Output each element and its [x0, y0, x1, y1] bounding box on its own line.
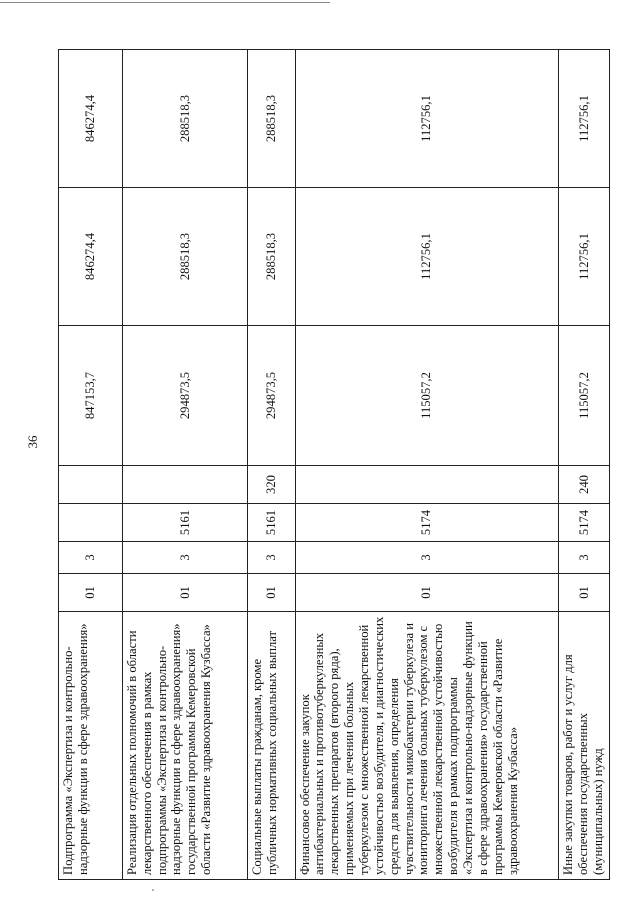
scan-speck [152, 889, 154, 891]
cell-code-3: 5161 [122, 504, 248, 542]
cell-code-1: 01 [558, 574, 609, 612]
row-name: Реализация отдельных полномочий в области лекарственного обеспечения в рамках подпрограммы «Экспертиза и контрольно-надзорные функции в сфере здравоохранения» государственной программы Кемеровской области «Развитие здравоохранения Кузбасса» [122, 612, 248, 880]
cell-code-2: 3 [122, 542, 248, 574]
cell-code-3 [59, 504, 123, 542]
table-row [122, 50, 248, 880]
cell-code-1: 01 [248, 574, 295, 612]
cell-code-1: 01 [59, 574, 123, 612]
cell-value-2: 846274,4 [59, 188, 123, 326]
cell-code-1: 01 [295, 574, 558, 612]
row-name: Социальные выплаты гражданам, кроме публичных нормативных социальных выплат [248, 612, 295, 880]
table-row [295, 50, 558, 880]
cell-value-2: 288518,3 [122, 188, 248, 326]
cell-value-1: 115057,2 [558, 326, 609, 466]
cell-code-3: 5174 [295, 504, 558, 542]
cell-code-2: 3 [59, 542, 123, 574]
cell-code-3: 5161 [248, 504, 295, 542]
cell-value-1: 847153,7 [59, 326, 123, 466]
cell-code-2: 3 [248, 542, 295, 574]
page-number: 36 [25, 435, 40, 449]
cell-value-3: 288518,3 [248, 50, 295, 188]
row-name: Иные закупки товаров, работ и услуг для обеспечения государственных (муниципальных) нужд [558, 612, 609, 880]
table-row [558, 50, 609, 880]
cell-code-2: 3 [558, 542, 609, 574]
row-name: Подпрограмма «Экспертиза и контрольно-надзорные функции в сфере здравоохранения» [59, 612, 123, 880]
cell-value-3: 112756,1 [295, 50, 558, 188]
cell-code-4 [295, 466, 558, 504]
cell-value-1: 294873,5 [248, 326, 295, 466]
cell-code-4 [59, 466, 123, 504]
cell-value-1: 115057,2 [295, 326, 558, 466]
cell-code-3: 5174 [558, 504, 609, 542]
cell-value-1: 294873,5 [122, 326, 248, 466]
cell-code-1: 01 [122, 574, 248, 612]
cell-value-2: 288518,3 [248, 188, 295, 326]
row-name: Финансовое обеспечение закупок антибактериальных и противотуберкулезных лекарственных препаратов (второго ряда), применяемых при лечении больных туберкулезом с множественной лекарственной устойчивостью возбудителя, и диагностических средств для выявления, определения чувствительности микобактерии туберкулеза и мониторинга лечения больных туберкулезом с множественной лекарственной устойчивостью возбудителя в рамках подпрограммы «Экспертиза и контрольно-надзорные функции в сфере здравоохранения» государственной программы Кемеровской области «Развитие здравоохранения Кузбасса» [295, 612, 558, 880]
cell-code-4: 320 [248, 466, 295, 504]
cell-code-2: 3 [295, 542, 558, 574]
cell-value-3: 846274,4 [59, 50, 123, 188]
budget-table [58, 49, 610, 880]
cell-value-2: 112756,1 [558, 188, 609, 326]
cell-code-4: 240 [558, 466, 609, 504]
cell-value-3: 112756,1 [558, 50, 609, 188]
cell-value-3: 288518,3 [122, 50, 248, 188]
table-row [59, 50, 123, 880]
rotated-table-stage [58, 50, 610, 880]
cell-value-2: 112756,1 [295, 188, 558, 326]
cell-code-4 [122, 466, 248, 504]
table-row [248, 50, 295, 880]
top-rule [0, 2, 330, 3]
